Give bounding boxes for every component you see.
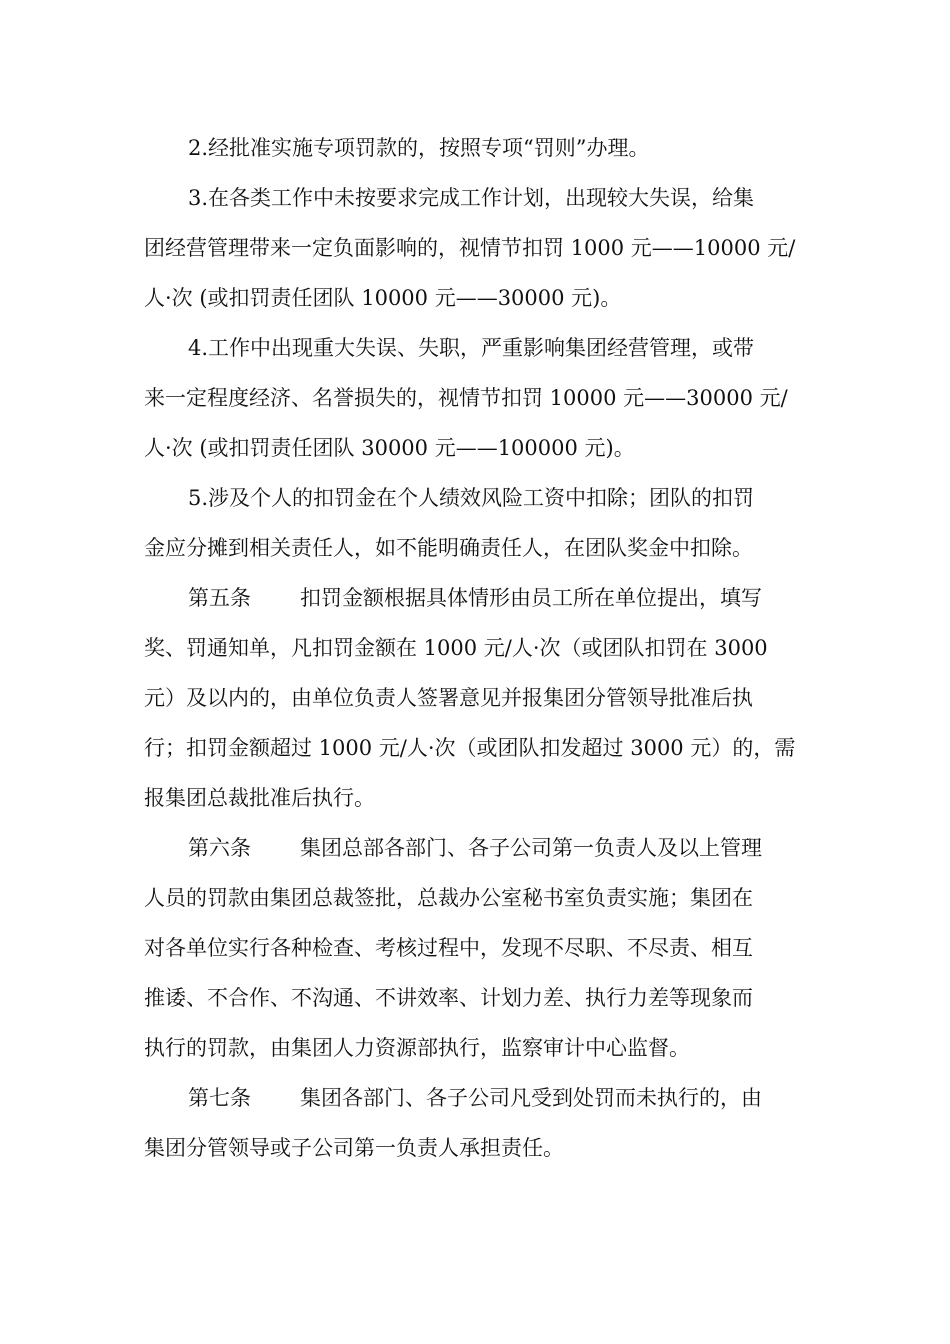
paragraph-line: 执行的罚款，由集团人力资源部执行，监察审计中心监督。: [144, 1036, 690, 1060]
paragraph-line: 行；扣罚金额超过 1000 元/人·次（或团队扣发超过 3000 元）的，需: [144, 736, 796, 760]
paragraph-line: 集团总部各部门、各子公司第一负责人及以上管理: [300, 836, 762, 860]
document-body: [144, 123, 804, 1173]
paragraph-line: 报集团总裁批准后执行。: [144, 786, 375, 810]
paragraph-line: 扣罚金额根据具体情形由员工所在单位提出，填写: [300, 586, 762, 610]
paragraph-line: 人·次 (或扣罚责任团队 30000 元——100000 元)。: [144, 436, 635, 460]
article-5: [144, 573, 804, 823]
paragraph-line: 对各单位实行各种检查、考核过程中，发现不尽职、不尽责、相互: [144, 936, 753, 960]
paragraph-line: 奖、罚通知单，凡扣罚金额在 1000 元/人·次（或团队扣罚在 3000: [144, 636, 768, 660]
paragraph-line: 金应分摊到相关责任人，如不能明确责任人，在团队奖金中扣除。: [144, 536, 753, 560]
paragraph-line: 团经营管理带来一定负面影响的，视情节扣罚 1000 元——10000 元/: [144, 236, 796, 260]
article-7: [144, 1073, 804, 1173]
article-6: [144, 823, 804, 1073]
paragraph-line: 3.在各类工作中未按要求完成工作计划，出现较大失误，给集: [188, 186, 755, 210]
paragraph-item-2: [144, 123, 804, 173]
paragraph-line: 2.经批准实施专项罚款的，按照专项“罚则”办理。: [188, 136, 650, 160]
article-heading: 第五条: [188, 586, 251, 610]
article-heading: 第七条: [188, 1086, 251, 1110]
paragraph-line: 人员的罚款由集团总裁签批，总裁办公室秘书室负责实施；集团在: [144, 886, 753, 910]
paragraph-line: 集团各部门、各子公司凡受到处罚而未执行的，由: [300, 1086, 762, 1110]
paragraph-item-5: [144, 473, 804, 573]
paragraph-item-4: [144, 323, 804, 473]
paragraph-line: 5.涉及个人的扣罚金在个人绩效风险工资中扣除；团队的扣罚: [188, 486, 755, 510]
paragraph-line: 元）及以内的，由单位负责人签署意见并报集团分管领导批准后执: [144, 686, 753, 710]
paragraph-line: 来一定程度经济、名誉损失的，视情节扣罚 10000 元——30000 元/: [144, 386, 788, 410]
paragraph-line: 4.工作中出现重大失误、失职，严重影响集团经营管理，或带: [188, 336, 755, 360]
paragraph-line: 推诿、不合作、不沟通、不讲效率、计划力差、执行力差等现象而: [144, 986, 753, 1010]
paragraph-item-3: [144, 173, 804, 323]
paragraph-line: 集团分管领导或子公司第一负责人承担责任。: [144, 1136, 564, 1160]
article-heading: 第六条: [188, 836, 251, 860]
paragraph-line: 人·次 (或扣罚责任团队 10000 元——30000 元)。: [144, 286, 622, 310]
